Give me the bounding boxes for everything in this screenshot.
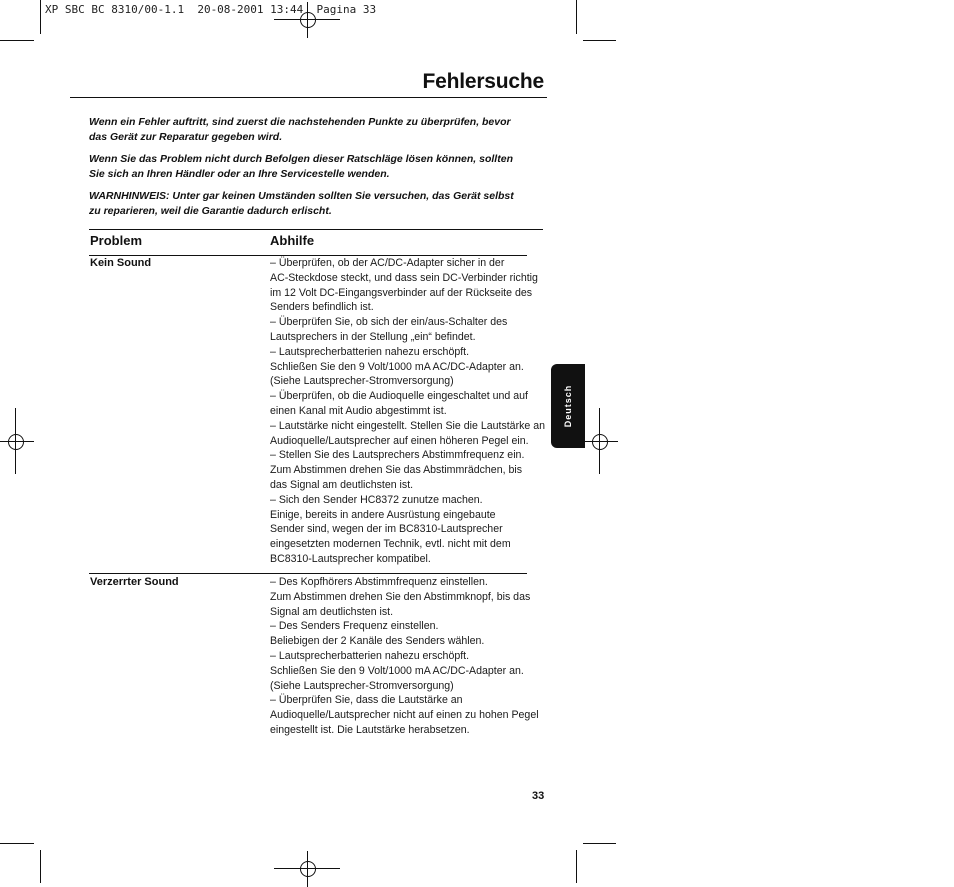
problem-label: Verzerrter Sound <box>90 576 179 588</box>
crop-mark <box>0 40 34 41</box>
intro-paragraph: Wenn ein Fehler auftritt, sind zuerst die nachstehenden Punkte zu überprüfen, bevor das Gerät zur Reparatur gegeben wird. <box>89 116 511 143</box>
remedy-line: Zum Abstimmen drehen Sie den Abstimmknopf, bis das <box>270 590 531 603</box>
problem-label: Kein Sound <box>90 257 152 269</box>
remedy-line: – Lautsprecherbatterien nahezu erschöpft. <box>270 649 470 662</box>
remedy-line: – Überprüfen, ob der AC/DC-Adapter sicher in der <box>270 257 505 269</box>
remedy-line: Lautsprechers in der Stellung „ein“ befindet. <box>270 330 476 343</box>
remedy-text <box>270 256 548 567</box>
remedy-text <box>270 575 548 738</box>
remedy-line: – Lautsprecherbatterien nahezu erschöpft. <box>270 345 470 358</box>
language-tab: Deutsch <box>551 364 585 448</box>
table-top-rule <box>89 229 543 230</box>
remedy-line: BC8310-Lautsprecher kompatibel. <box>270 552 431 565</box>
remedy-line: eingesetzten modernen Technik, evtl. nicht mit dem <box>270 538 511 551</box>
remedy-line: Schließen Sie den 9 Volt/1000 mA AC/DC-Adapter an. <box>270 360 524 373</box>
registration-line <box>599 408 600 474</box>
crop-mark <box>583 40 616 41</box>
remedy-line: – Überprüfen Sie, ob sich der ein/aus-Schalter des <box>270 316 508 329</box>
remedy-line: – Des Senders Frequenz einstellen. <box>270 620 439 633</box>
remedy-line: – Lautstärke nicht eingestellt. Stellen Sie die Lautstärke an <box>270 419 546 432</box>
registration-mark <box>582 424 618 460</box>
remedy-line: (Siehe Lautsprecher-Stromversorgung) <box>270 679 454 692</box>
crop-mark <box>583 843 616 844</box>
warning-paragraph: WARNHINWEIS: Unter gar keinen Umständen sollten Sie versuchen, das Gerät selbst zu reparieren, weil die Garantie dadurch erlischt. <box>89 190 514 217</box>
intro-paragraph: Wenn Sie das Problem nicht durch Befolgen dieser Ratschläge lösen können, sollten Sie sich an Ihren Händler oder an Ihre Servicestelle wenden. <box>89 153 513 180</box>
remedy-line: – Des Kopfhörers Abstimmfrequenz einstellen. <box>270 576 488 588</box>
registration-line <box>15 408 16 474</box>
remedy-line: im 12 Volt DC-Eingangsverbinder auf der Rückseite des <box>270 286 533 299</box>
remedy-line: Schließen Sie den 9 Volt/1000 mA AC/DC-Adapter an. <box>270 664 524 677</box>
remedy-line: – Überprüfen, ob die Audioquelle eingeschaltet und auf <box>270 390 528 403</box>
remedy-line: AC-Steckdose steckt, und dass sein DC-Verbinder richtig <box>270 271 538 284</box>
remedy-line: Zum Abstimmen drehen Sie das Abstimmrädchen, bis <box>270 464 523 477</box>
crop-mark <box>40 850 41 883</box>
title-rule <box>70 97 547 98</box>
registration-mark <box>0 424 34 460</box>
remedy-line: einen Kanal mit Audio abgestimmt ist. <box>270 404 447 417</box>
remedy-line: eingestellt ist. Die Lautstärke herabsetzen. <box>270 723 470 736</box>
remedy-line: – Überprüfen Sie, dass die Lautstärke an <box>270 694 463 707</box>
remedy-line: Sender sind, wegen der im BC8310-Lautsprecher <box>270 523 503 536</box>
crop-mark <box>40 0 41 34</box>
print-header: XP SBC BC 8310/00-1.1 20-08-2001 13:44 Pagina 33 <box>45 3 377 16</box>
crop-mark <box>576 0 577 34</box>
registration-line <box>274 19 340 20</box>
row-rule <box>89 573 527 574</box>
page-title: Fehlersuche <box>422 70 544 93</box>
remedy-line: das Signal am deutlichsten ist. <box>270 478 414 491</box>
remedy-line: Audioquelle/Lautsprecher nicht auf einen zu hohen Pegel <box>270 709 539 722</box>
remedy-line: – Sich den Sender HC8372 zunutze machen. <box>270 493 483 506</box>
crop-mark <box>576 850 577 883</box>
page-number: 33 <box>532 790 545 802</box>
remedy-line: Einige, bereits in andere Ausrüstung eingebaute <box>270 508 496 521</box>
remedy-line: Signal am deutlichsten ist. <box>270 605 394 618</box>
registration-line <box>274 868 340 869</box>
remedy-line: Senders befindlich ist. <box>270 301 374 314</box>
remedy-line: (Siehe Lautsprecher-Stromversorgung) <box>270 375 454 388</box>
remedy-line: – Stellen Sie des Lautsprechers Abstimmfrequenz ein. <box>270 449 525 462</box>
registration-mark <box>290 851 326 887</box>
column-header-remedy: Abhilfe <box>270 233 315 248</box>
column-header-problem: Problem <box>90 233 143 248</box>
remedy-line: Audioquelle/Lautsprecher auf einen höheren Pegel ein. <box>270 434 529 447</box>
remedy-line: Beliebigen der 2 Kanäle des Senders wählen. <box>270 635 485 648</box>
crop-mark <box>0 843 34 844</box>
